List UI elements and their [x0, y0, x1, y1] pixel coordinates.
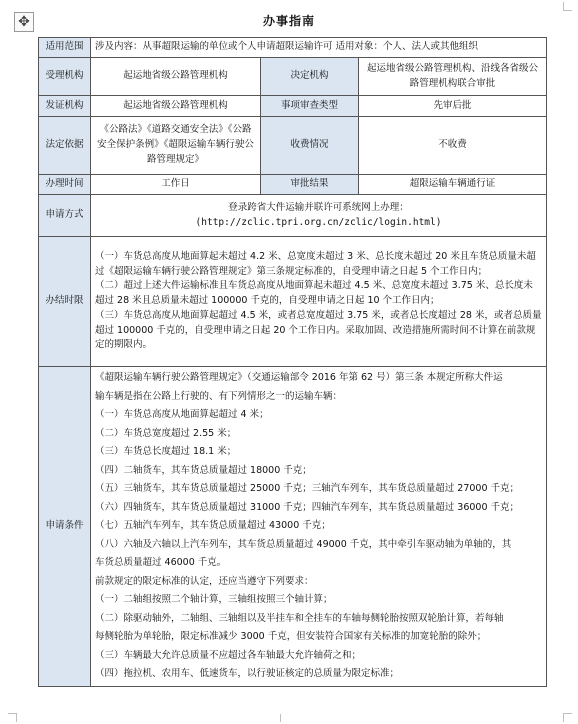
page-corner-mark [563, 2, 572, 11]
review-type-value: 先审后批 [359, 96, 547, 117]
table-row [39, 58, 547, 96]
accept-org-label: 受理机构 [39, 58, 91, 96]
condition-line: （三）车辆最大允许总质量不应超过各车轴最大允许轴荷之和； [95, 649, 362, 661]
condition-line: （三）车货总长度超过 18.1 米； [95, 446, 237, 458]
accept-org-value: 起运地省级公路管理机构 [91, 58, 261, 96]
time-limit-label: 办结时限 [39, 237, 91, 367]
condition-line: （一）车货总高度从地面算起超过 4 米； [95, 409, 269, 421]
time-limit-item: （一）车货总高度从地面算起未超过 4.2 米、总宽度未超过 3 米、总长度未超过 20 米且车货总质量未超过《超限运输车辆行驶公路管理规定》第三条规定标准的，自受理申请之日起 5 个工作日内； [95, 250, 536, 277]
apply-method-label: 申请方式 [39, 195, 91, 237]
fee-label: 收费情况 [261, 117, 359, 175]
process-time-value: 工作日 [91, 175, 261, 195]
time-limit-item: （二）超过上述大件运输标准且车货总高度从地面算起未超过 4.5 米、总宽度未超过 3.75 米、总长度未超过 28 米且总质量未超过 100000 千克的，自受理申请之日起 10 个工作日内； [95, 280, 533, 307]
apply-method-line: 登录跨省大件运输并联许可系统网上办理： [228, 201, 409, 213]
condition-line: （二）除驱动轴外，二轴组、三轴组以及半挂车和全挂车的车轴每侧轮胎按照双轮胎计算，若每轴 [95, 612, 504, 624]
scope-value: 涉及内容：从事超限运输的单位或个人申请超限运输许可 适用对象：个人、法人或其他组织 [91, 38, 547, 58]
service-guide-table [38, 37, 547, 687]
fee-value: 不收费 [359, 117, 547, 175]
condition-line: （五）三轴货车，其车货总质量超过 25000 千克；三轴汽车列车，其车货总质量超过 27000 千克； [95, 483, 520, 495]
issue-org-value: 起运地省级公路管理机构 [91, 96, 261, 117]
condition-line: （七）五轴汽车列车，其车货总质量超过 43000 千克； [95, 520, 331, 532]
review-type-label: 事项审查类型 [261, 96, 359, 117]
approval-result-label: 审批结果 [261, 175, 359, 195]
decision-org-value: 起运地省级公路管理机构、沿线各省级公路管理机构联合审批 [359, 58, 547, 96]
condition-line: 输车辆是指在公路上行驶的、有下列情形之一的运输车辆： [95, 390, 343, 402]
condition-line: （六）四轴货车，其车货总质量超过 31000 千克；四轴汽车列车，其车货总质量超过 36000 千克； [95, 501, 520, 513]
apply-method-value [91, 195, 547, 237]
conditions-label: 申请条件 [39, 367, 91, 687]
condition-line: 《超限运输车辆行驶公路管理规定》（交通运输部令 2016 年第 62 号）第三条 本规定所称大件运 [95, 372, 503, 383]
condition-line: （二）车货总宽度超过 2.55 米； [95, 427, 237, 439]
legal-basis-label: 法定依据 [39, 117, 91, 175]
process-time-label: 办理时间 [39, 175, 91, 195]
table-row [39, 117, 547, 175]
condition-line: （一）二轴组按照二个轴计算，三轴组按照三个轴计算； [95, 594, 333, 606]
approval-result-value: 超限运输车辆通行证 [359, 175, 547, 195]
time-limit-item: （三）车货总高度从地面算起超过 4.5 米，或者总宽度超过 3.75 米，或者总长度超过 28 米，或者总质量超过 100000 千克的，自受理申请之日起 20 个工作日内。采取加固、改造措施所需时间不计算在前款规定的期限内。 [95, 309, 542, 351]
table-row [39, 367, 547, 687]
table-row [39, 96, 547, 117]
condition-line: 车货总质量超过 46000 千克。 [95, 557, 227, 569]
move-handle-icon[interactable]: ✥ [14, 12, 34, 32]
scope-label: 适用范围 [39, 38, 91, 58]
page-title: 办事指南 [262, 14, 315, 28]
condition-line: （八）六轴及六轴以上汽车列车，其车货总质量超过 49000 千克，其中牵引车驱动轴为单轴的，其 [95, 538, 512, 550]
issue-org-label: 发证机构 [39, 96, 91, 117]
page-corner-mark [280, 714, 289, 722]
page-corner-mark [8, 713, 17, 722]
condition-line: （四）拖拉机、农用车、低速货车，以行驶证核定的总质量为限定标准； [95, 668, 400, 680]
condition-line: 前款规定的限定标准的认定，还应当遵守下列要求： [95, 575, 314, 587]
legal-basis-value: 《公路法》《道路交通安全法》《公路安全保护条例》《超限运输车辆行驶公路管理规定》 [91, 117, 261, 175]
condition-line: （四）二轴货车，其车货总质量超过 18000 千克； [95, 464, 312, 476]
page-corner-mark [563, 713, 572, 722]
table-row [39, 38, 547, 58]
table-row [39, 195, 547, 237]
time-limit-value [91, 237, 547, 367]
table-row [39, 175, 547, 195]
decision-org-label: 决定机构 [261, 58, 359, 96]
conditions-value [91, 367, 547, 687]
apply-method-link[interactable]: (http://zclic.tpri.org.cn/zclic/login.html) [195, 216, 442, 228]
condition-line: 每侧轮胎为单轮胎，限定标准减少 3000 千克，但安装符合国家有关标准的加宽轮胎的除外； [95, 631, 487, 643]
table-row [39, 237, 547, 367]
